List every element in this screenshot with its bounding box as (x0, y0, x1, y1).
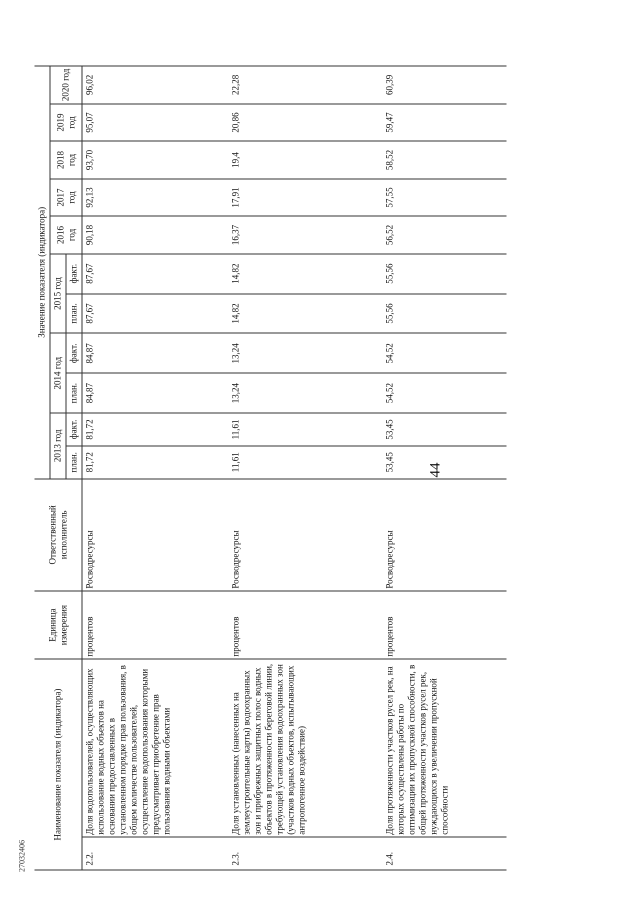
indicator-unit: процентов (382, 591, 506, 659)
header-year-2018: 2018 год (50, 141, 82, 178)
indicators-table (34, 66, 506, 871)
header-2013-plan: план. (66, 446, 82, 479)
row-number: 2.3. (228, 837, 382, 870)
indicator-name: Доля установленных (нанесенных на землеустроительные карты) водоохранных зон и прибрежных защитных полос водных объектов в протяженности береговой линии, требующей установления водоохранных зон (участков водных объектов, испытывающих антропогенное воздействие) (228, 659, 382, 837)
row-number: 2.2. (82, 837, 229, 870)
value-2013-plan: 11,61 (228, 446, 382, 479)
value-2017: 17,91 (228, 179, 382, 216)
indicator-executor: Росводресурсы (228, 479, 382, 591)
document-stamp-number: 27032406 (17, 840, 27, 872)
indicator-executor: Росводресурсы (382, 479, 506, 591)
header-year-2014: 2014 год (50, 333, 66, 413)
header-2013-fact: факт. (66, 413, 82, 446)
value-2014-plan: 13,24 (228, 373, 382, 413)
header-2015-fact: факт. (66, 254, 82, 294)
header-unit: Единица измерения (34, 591, 82, 659)
value-2013-fact: 81,72 (82, 413, 229, 446)
header-2014-plan: план. (66, 373, 82, 413)
header-values-group: Значение показателя (индикатора) (34, 66, 50, 479)
value-2014-fact: 54,52 (382, 333, 506, 373)
value-2017: 57,55 (382, 179, 506, 216)
value-2015-fact: 14,82 (228, 254, 382, 294)
value-2015-fact: 87,67 (82, 254, 229, 294)
value-2014-plan: 84,87 (82, 373, 229, 413)
header-year-2019: 2019 год (50, 104, 82, 141)
value-2015-plan: 14,82 (228, 294, 382, 334)
page-number: 44 (427, 462, 444, 478)
header-name: Наименование показателя (индикатора) (34, 659, 82, 870)
table-row (382, 66, 506, 870)
header-year-2013: 2013 год (50, 413, 66, 479)
value-2014-fact: 13,24 (228, 333, 382, 373)
value-2019: 95,07 (82, 104, 229, 141)
table-row (82, 66, 229, 870)
value-2020: 60,39 (382, 66, 506, 104)
value-2015-plan: 87,67 (82, 294, 229, 334)
value-2014-fact: 84,87 (82, 333, 229, 373)
value-2020: 22,28 (228, 66, 382, 104)
header-year-2017: 2017 год (50, 179, 82, 216)
value-2018: 58,52 (382, 141, 506, 178)
indicator-unit: процентов (228, 591, 382, 659)
indicator-executor: Росводресурсы (82, 479, 229, 591)
header-year-2015: 2015 год (50, 254, 66, 334)
indicator-unit: процентов (82, 591, 229, 659)
header-executor: Ответственный исполнитель (34, 479, 82, 591)
rotated-table-container (34, 66, 606, 871)
value-2014-plan: 54,52 (382, 373, 506, 413)
value-2013-plan: 53,45 (382, 446, 506, 479)
indicator-name: Доля водопользователей, осуществляющих использование водных объектов на основании предоставленных в установленном порядке прав пользования, в общем количестве пользователей, осуществление водопользования которыми предусматривает приобретение прав пользования водными объектами (82, 659, 229, 837)
value-2016: 16,37 (228, 216, 382, 253)
value-2016: 56,52 (382, 216, 506, 253)
header-2015-plan: план. (66, 294, 82, 334)
table-header (34, 66, 82, 870)
value-2015-fact: 55,56 (382, 254, 506, 294)
value-2013-fact: 11,61 (228, 413, 382, 446)
header-year-2020: 2020 год (50, 66, 82, 104)
table-body (82, 66, 507, 870)
value-2018: 19,4 (228, 141, 382, 178)
value-2019: 59,47 (382, 104, 506, 141)
value-2018: 93,70 (82, 141, 229, 178)
header-year-2016: 2016 год (50, 216, 82, 253)
value-2016: 90,18 (82, 216, 229, 253)
value-2013-plan: 81,72 (82, 446, 229, 479)
row-number: 2.4. (382, 837, 506, 870)
value-2017: 92,13 (82, 179, 229, 216)
header-2014-fact: факт. (66, 333, 82, 373)
indicator-name: Доля протяженности участков русел рек, на которых осуществлены работы по оптимизации их пропускной способности, в общей протяженности участков русел рек, нуждающихся в увеличении пропускной способности (382, 659, 506, 837)
value-2015-plan: 55,56 (382, 294, 506, 334)
value-2013-fact: 53,45 (382, 413, 506, 446)
value-2020: 96,02 (82, 66, 229, 104)
value-2019: 20,86 (228, 104, 382, 141)
table-row (228, 66, 382, 870)
